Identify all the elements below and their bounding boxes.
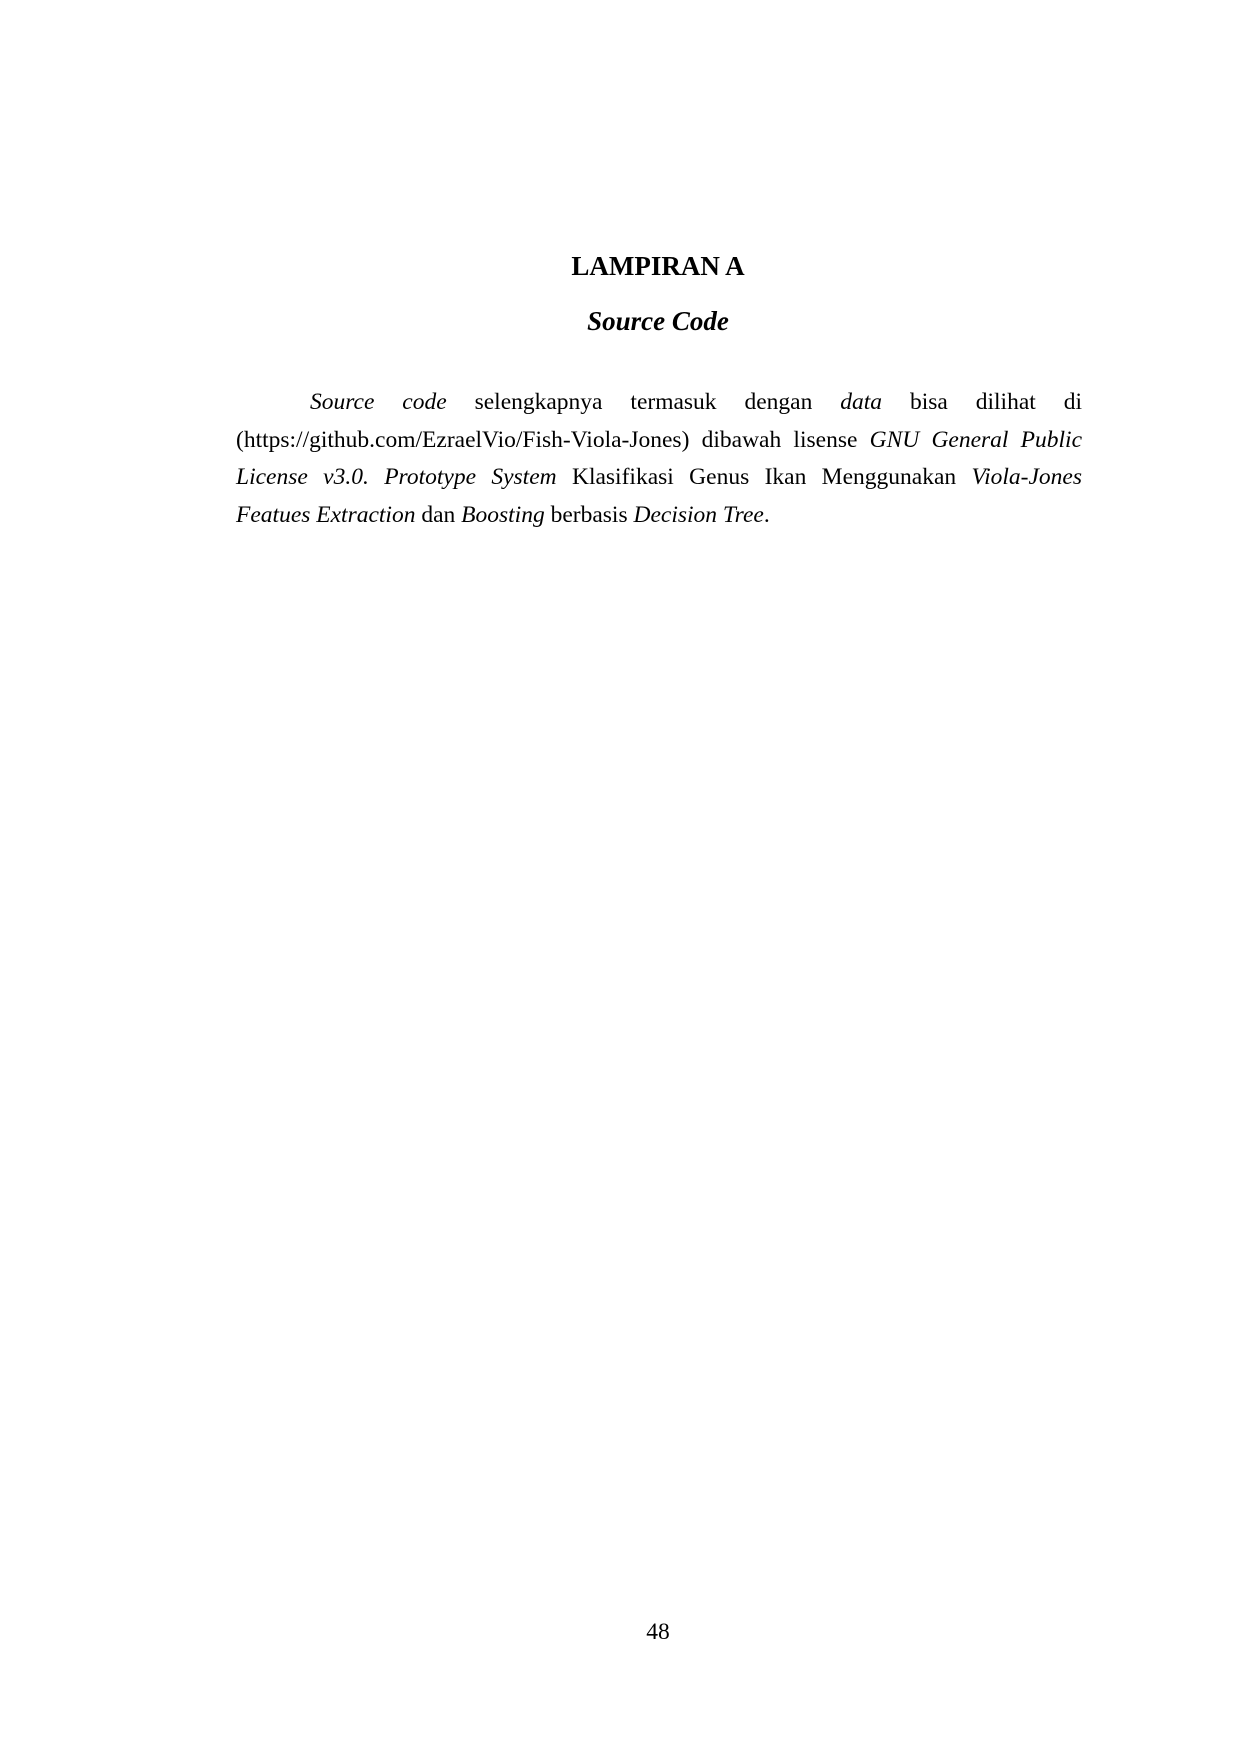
text-viola-jones: Viola-Jones Featues Extraction xyxy=(236,464,1083,528)
appendix-title: LAMPIRAN A xyxy=(571,251,745,281)
text-segment: selengkapnya termasuk dengan xyxy=(446,389,841,415)
text-segment: dan xyxy=(415,501,462,528)
text-source-code: Source code xyxy=(310,389,447,415)
text-spacer xyxy=(369,464,384,490)
page-number: 48 xyxy=(646,1619,670,1645)
text-segment: Klasifikasi Genus Ikan Menggunakan xyxy=(556,464,972,490)
text-data: data xyxy=(840,389,883,415)
body-paragraph xyxy=(236,384,1082,534)
text-period: . xyxy=(763,501,770,528)
text-license: GNU General Public License v3.0. xyxy=(236,426,1082,490)
text-segment-link: bisa dilihat di (https://github.com/EzraelVio/Fish-Viola-Jones) dibawah lisense xyxy=(236,389,1082,453)
appendix-subtitle: Source Code xyxy=(587,306,729,336)
text-decision-tree: Decision Tree xyxy=(633,501,764,528)
text-segment: berbasis xyxy=(544,501,634,528)
text-boosting: Boosting xyxy=(461,501,545,528)
text-prototype-system: Prototype System xyxy=(384,464,557,490)
